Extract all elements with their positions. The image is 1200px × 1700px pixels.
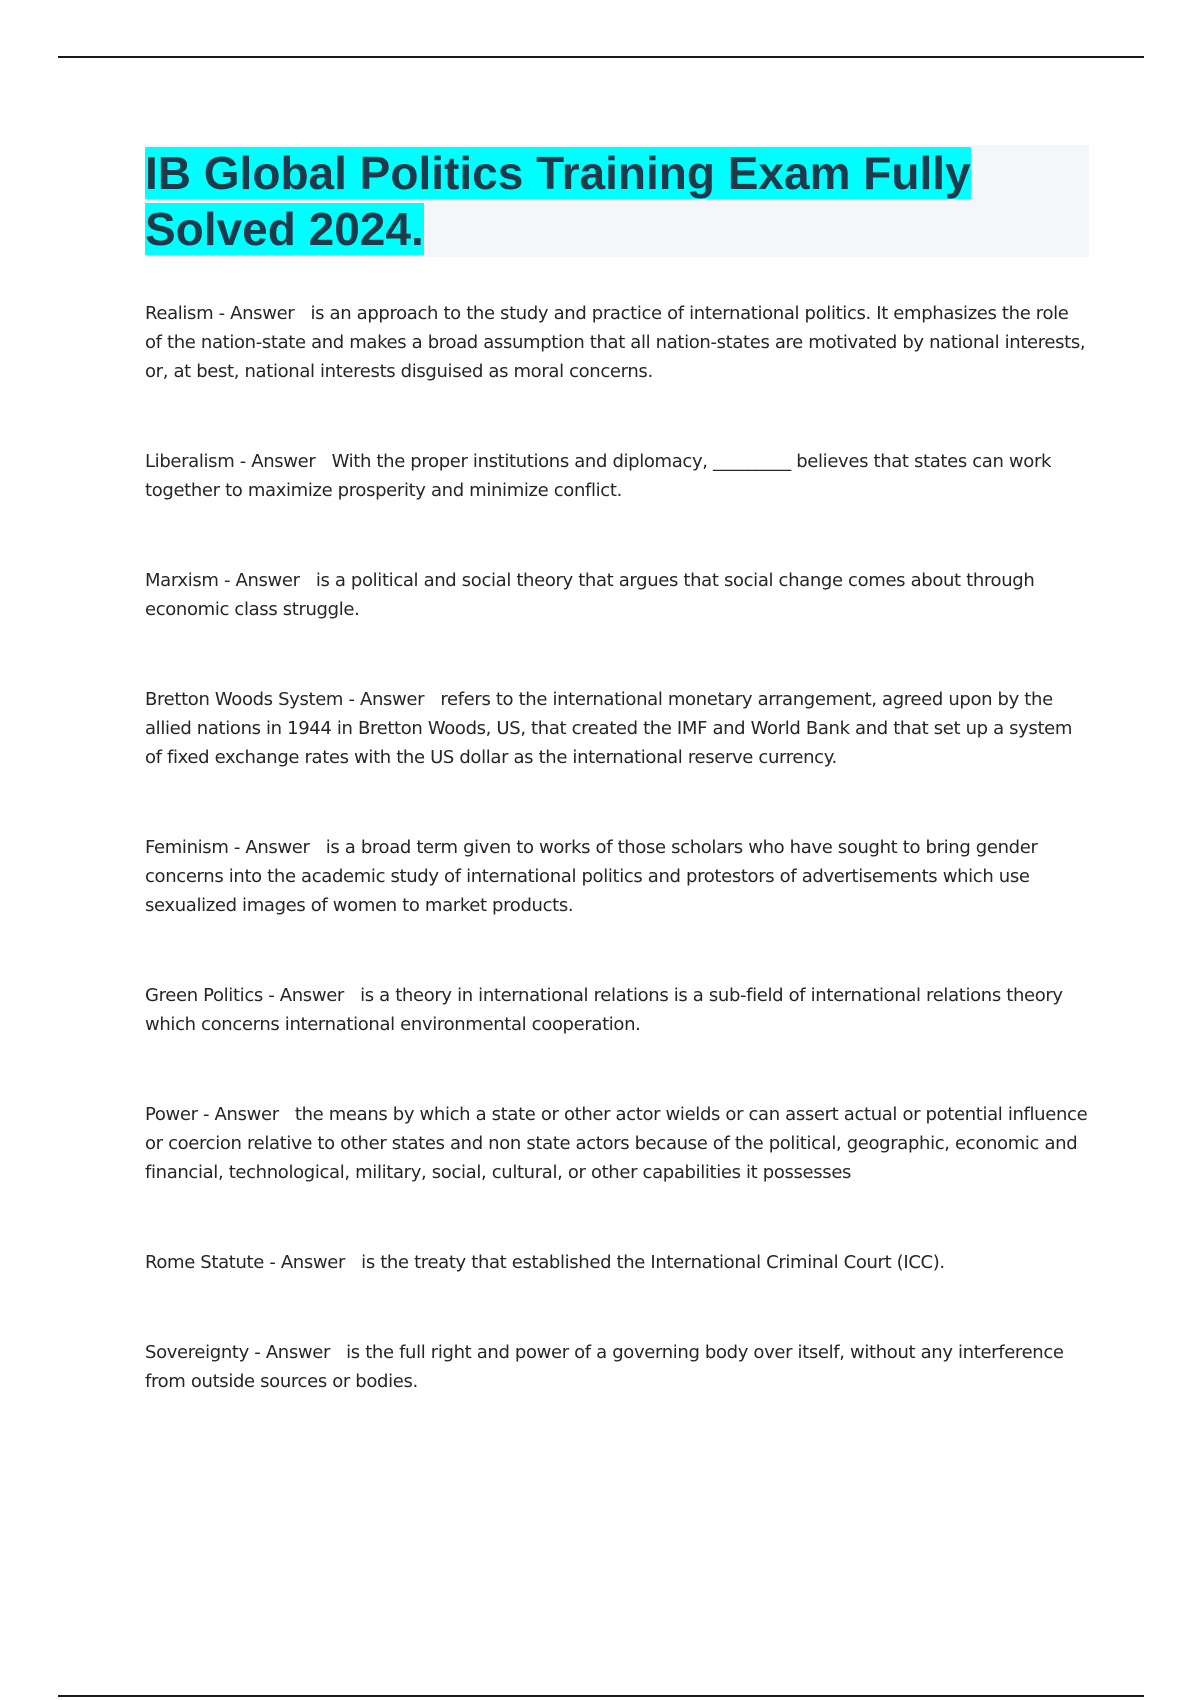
qa-entry [145, 1100, 1089, 1187]
entry-definition: is a theory in international relations is a sub-field of international relations theory which concerns international environmental cooperation. [145, 985, 1063, 1035]
entry-definition: is a broad term given to works of those scholars who have sought to bring gender concerns into the academic study of international politics and protestors of advertisements which use sexualized images of women to market products. [145, 837, 1038, 916]
entry-term: Rome Statute - Answer [145, 1252, 346, 1273]
entry-definition: refers to the international monetary arrangement, agreed upon by the allied nations in 1944 in Bretton Woods, US, that created the IMF and World Bank and that set up a system of fixed exchange rates with the US dollar as the international reserve currency. [145, 689, 1073, 768]
entry-term: Bretton Woods System - Answer [145, 689, 425, 710]
entry-term: Feminism - Answer [145, 837, 310, 858]
qa-entry [145, 833, 1089, 920]
entry-term: Marxism - Answer [145, 570, 300, 591]
qa-entry [145, 685, 1089, 772]
entry-term: Realism - Answer [145, 303, 295, 324]
qa-entry [145, 1338, 1089, 1396]
entry-definition: With the proper institutions and diplomacy, _________ believes that states can work together to maximize prosperity and minimize conflict. [145, 451, 1052, 501]
qa-entry [145, 981, 1089, 1039]
qa-entry [145, 447, 1089, 505]
qa-entry [145, 1248, 1089, 1277]
entry-definition: is an approach to the study and practice of international politics. It emphasizes the role of the nation-state and makes a broad assumption that all nation-states are motivated by national interests, or, at best, national interests disguised as moral concerns. [145, 303, 1086, 382]
qa-entry [145, 566, 1089, 624]
entry-definition: is the treaty that established the International Criminal Court (ICC). [361, 1252, 945, 1273]
qa-entry [145, 299, 1089, 386]
entry-term: Sovereignty - Answer [145, 1342, 331, 1363]
entry-term: Liberalism - Answer [145, 451, 316, 472]
qa-list [145, 299, 1089, 1396]
entry-term: Green Politics - Answer [145, 985, 344, 1006]
footer-rule [58, 1695, 1144, 1697]
title-highlight: IB Global Politics Training Exam Fully Solved 2024. [145, 147, 971, 255]
entry-definition: the means by which a state or other actor wields or can assert actual or potential influence or coercion relative to other states and non state actors because of the political, geographic, economic and financial, technological, military, social, cultural, or other capabilities it possesses [145, 1104, 1088, 1183]
header-rule [58, 56, 1144, 58]
entry-term: Power - Answer [145, 1104, 279, 1125]
document-title [145, 145, 1089, 257]
title-block [145, 145, 1089, 257]
entry-definition: is the full right and power of a governing body over itself, without any interference from outside sources or bodies. [145, 1342, 1064, 1392]
entry-definition: is a political and social theory that argues that social change comes about through economic class struggle. [145, 570, 1035, 620]
